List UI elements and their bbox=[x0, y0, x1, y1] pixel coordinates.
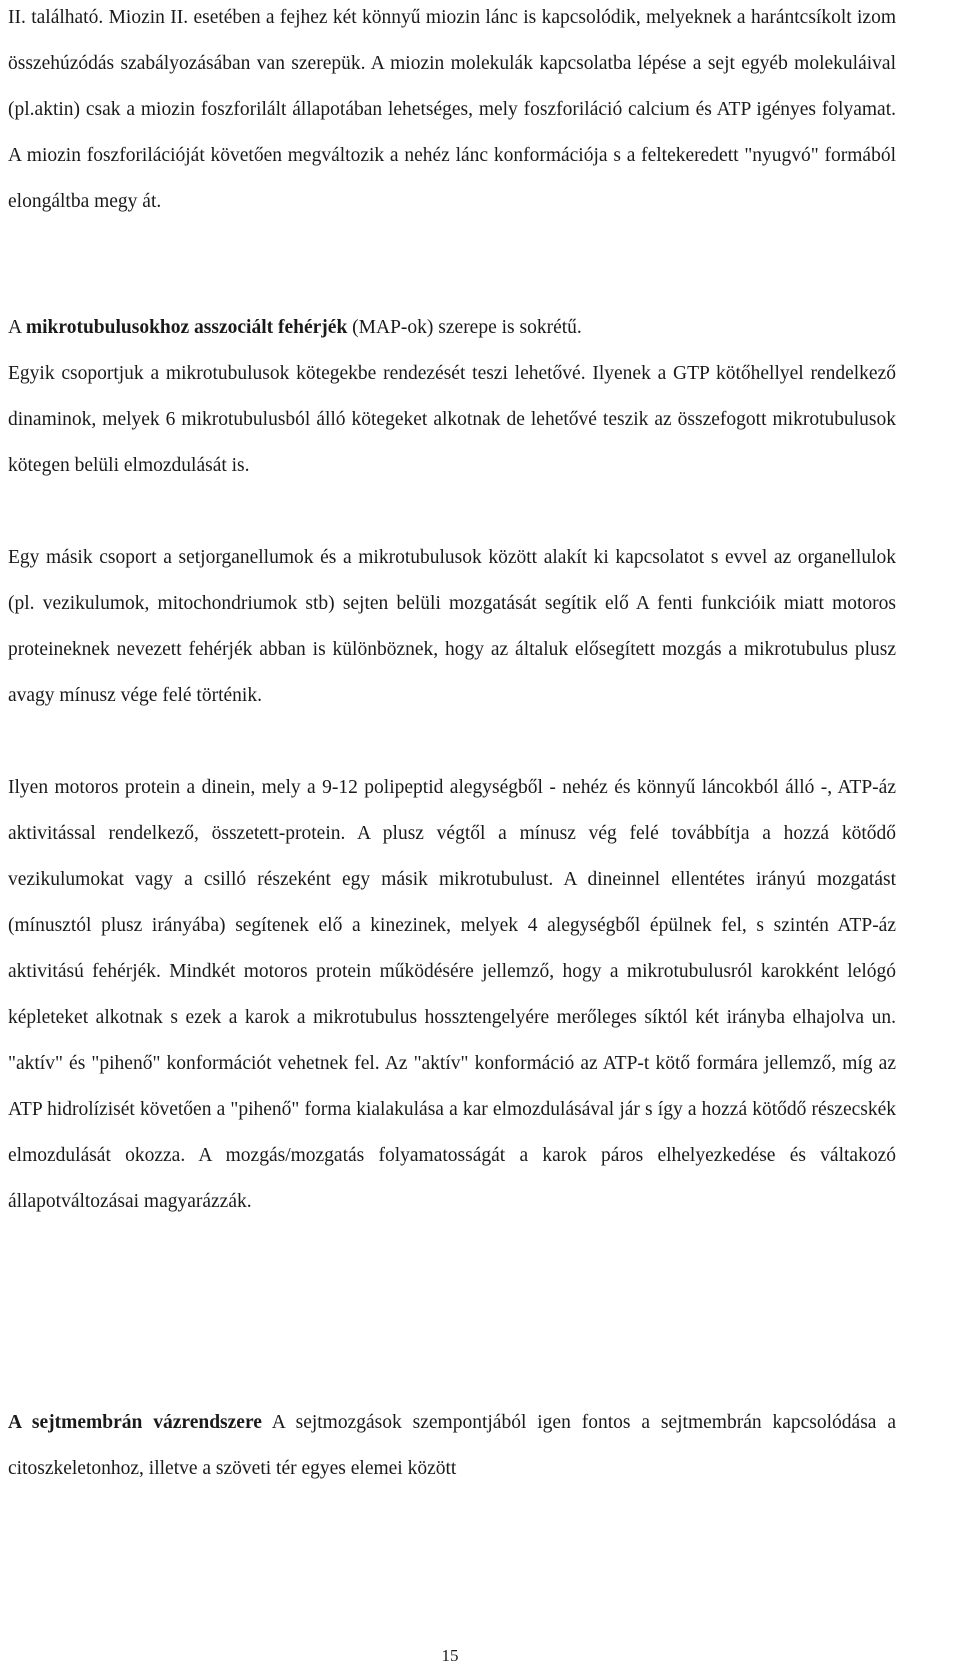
page-number: 15 bbox=[441, 1646, 459, 1665]
paragraph-myosin-phosphorylation: II. található. Miozin II. esetében a fejhez két könnyű miozin lánc is kapcsolódik, melyeknek a harántcsíkolt izom összehúzódás szabályozásában van szerepük. A miozin molekulák kapcsolatba lépése a sejt egyéb molekuláival (pl.aktin) csak a miozin foszforilált állapotában lehetséges, mely foszforiláció calcium és ATP igényes folyamat. A miozin foszforilációját követően megváltozik a nehéz lánc konformációja s a feltekeredett "nyugvó" formából elongáltba megy át. bbox=[8, 7, 896, 212]
paragraph-motor-proteins: Egy másik csoport a setjorganellumok és a mikrotubulusok között alakít ki kapcsolatot s evvel az organellulok (pl. vezikulumok, mitochondriumok stb) sejten belüli mozgatását segítik elő A fenti funkcióik miatt motoros proteineknek nevezett fehérjék abban is különböznek, hogy az általuk elősegített mozgás a mikrotubulus plusz avagy mínusz vége felé történik. bbox=[8, 547, 896, 706]
membrane-text: A sejtmozgások szempontjából igen fontos a sejtmembrán kapcsolódása a citoszkeletonhoz, illetve a szöveti tér egyes elemei között bbox=[8, 1412, 896, 1479]
paragraph-dynein-kinesin: Ilyen motoros protein a dinein, mely a 9-12 polipeptid alegységből - nehéz és könnyű láncokból álló -, ATP-áz aktivitással rendelkező, összetett-protein. A plusz végtől a mínusz vég felé továbbítja a hozzá kötődő vezikulumokat vagy a csilló részeként egy másik mikrotubulust. A dineinnel ellentétes irányú mozgatást (mínusztól plusz irányába) segítenek elő a kinezinek, melyek 4 alegységből épülnek fel, s szintén ATP-áz aktivitású fehérjék. Mindkét motoros protein működésére jellemző, hogy a mikrotubulusról karokként lelógó képleteket alkotnak s ezek a karok a mikrotubulus hossztengelyére merőleges síktól két irányba elhajolva un. "aktív" és "pihenő" konformációt vehetnek fel. Az "aktív" konformáció az ATP-t kötő formára jellemző, míg az ATP hidrolízisét követően a "pihenő" forma kialakulása a kar elmozdulásával jár s így a hozzá kötődő részecskék elmozdulását okozza. A mozgás/mozgatás folyamatosságát a karok páros elhelyezkedése és váltakozó állapotváltozásai magyarázzák. bbox=[8, 777, 896, 1212]
paragraph-cell-membrane-skeleton bbox=[8, 1400, 896, 1492]
paragraph-dynamin-bundles: Egyik csoportjuk a mikrotubulusok kötegekbe rendezését teszi lehetővé. Ilyenek a GTP kötőhellyel rendelkező dinaminok, melyek 6 mikrotubulusból álló kötegeket alkotnak de lehetővé teszik az összefogott mikrotubulusok kötegen belüli elmozdulását is. bbox=[8, 363, 896, 476]
membrane-heading-bold: A sejtmembrán vázrendszere bbox=[8, 1412, 262, 1433]
map-intro-lead: A bbox=[8, 317, 26, 338]
paragraph-map-intro bbox=[8, 305, 896, 351]
map-intro-rest: (MAP-ok) szerepe is sokrétű. bbox=[347, 317, 582, 338]
map-heading-bold: mikrotubulusokhoz asszociált fehérjék bbox=[25, 317, 348, 338]
